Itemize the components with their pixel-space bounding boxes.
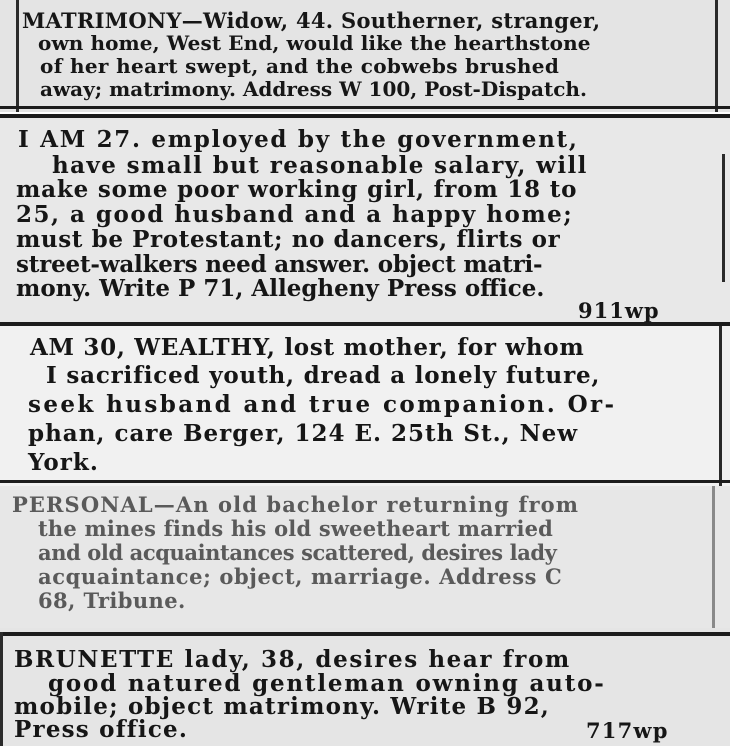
ad-clipping-2 [0, 114, 730, 322]
ad-line: seek husband and true companion. Or- [28, 391, 617, 418]
ad-line: I sacrificed youth, dread a lonely future, [46, 362, 601, 389]
ad-line: good natured gentleman owning auto- [48, 670, 606, 697]
ad-line: make some poor working girl, from 18 to [16, 176, 578, 203]
separator-rule [0, 632, 730, 636]
ad-line: own home, West End, would like the hearthstone [38, 31, 591, 55]
ad-line: PERSONAL—An old bachelor returning from [12, 492, 580, 517]
ad-line: mony. Write P 71, Allegheny Press office. [16, 275, 545, 302]
ad-clipping-4 [0, 486, 730, 628]
separator-rule [0, 480, 730, 483]
column-rule [715, 0, 718, 112]
column-rule [16, 0, 19, 112]
ad-line: have small but reasonable salary, will [52, 152, 588, 179]
ad-line: and old acquaintances scattered, desires lady [38, 540, 557, 565]
ad-line: 25, a good husband and a happy home; [16, 201, 574, 228]
ad-line: AM 30, WEALTHY, lost mother, for whom [30, 334, 585, 361]
column-rule [0, 632, 3, 746]
ad-line: the mines finds his old sweetheart married [38, 516, 554, 541]
separator-rule [0, 106, 730, 109]
column-rule [719, 326, 722, 486]
ad-line: I AM 27. employed by the government, [18, 126, 579, 153]
separator-rule [0, 322, 730, 326]
ad-clipping-3 [0, 322, 730, 486]
column-rule [722, 154, 725, 282]
ad-line: BRUNETTE lady, 38, desires hear from [14, 646, 571, 673]
ad-code: 717wp [586, 718, 669, 743]
ad-line: must be Protestant; no dancers, flirts or [16, 226, 561, 253]
ad-line: mobile; object matrimony. Write B 92, [14, 693, 551, 720]
ad-line: Press office. [14, 716, 189, 743]
ad-line: phan, care Berger, 124 E. 25th St., New [28, 420, 579, 447]
ad-line: York. [28, 449, 99, 476]
ad-line: street-walkers need answer. object matri- [16, 251, 543, 278]
ad-line: of her heart swept, and the cobwebs brushed [40, 54, 560, 78]
ad-line: 68, Tribune. [38, 588, 186, 613]
separator-rule [0, 114, 730, 118]
ad-clipping-5 [0, 628, 730, 746]
column-rule [712, 486, 715, 628]
ad-line: away; matrimony. Address W 100, Post-Dispatch. [40, 77, 587, 101]
ad-clipping-1 [0, 0, 730, 112]
ad-line: acquaintance; object, marriage. Address C [38, 564, 563, 589]
ad-line: MATRIMONY—Widow, 44. Southerner, stranger, [22, 8, 601, 33]
ad-code: 911wp [578, 298, 660, 322]
